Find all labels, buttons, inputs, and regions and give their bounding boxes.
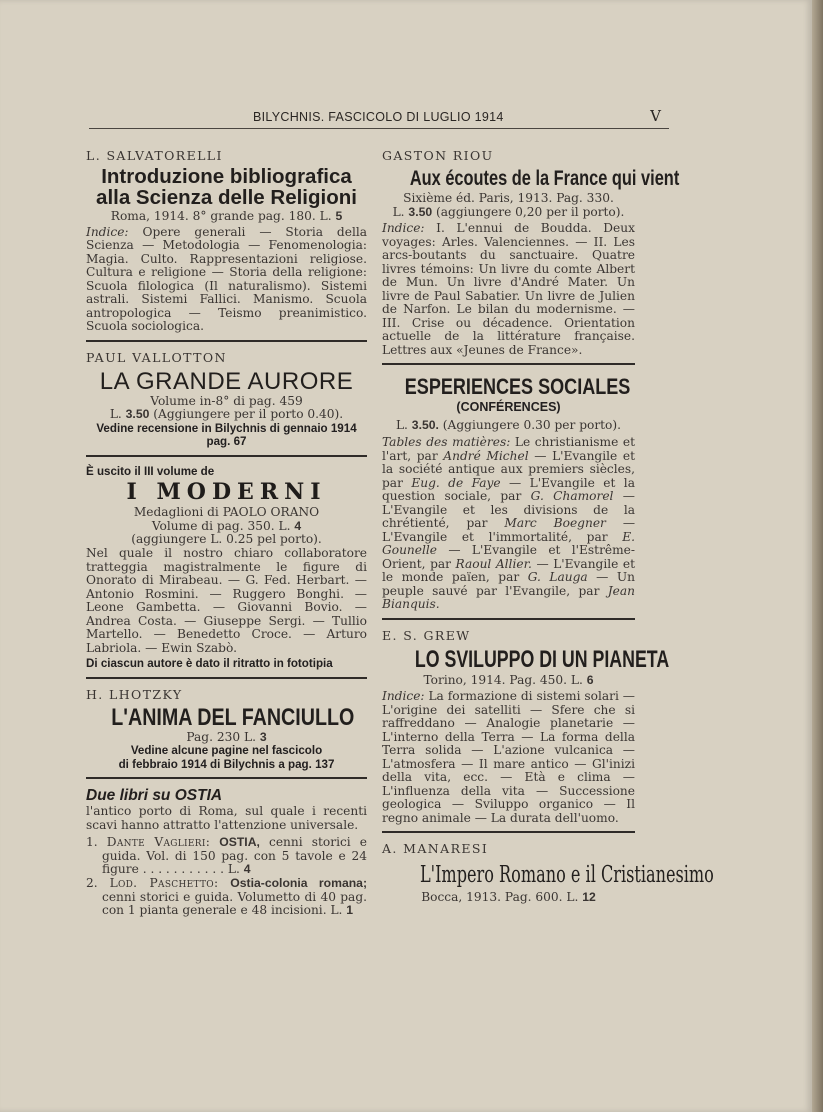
price-note: (aggiungere 0,20 per il porto). <box>436 204 625 219</box>
publication-info <box>382 891 635 905</box>
book-title: L'Impero Romano e il Cristianesimo <box>419 862 714 889</box>
price-prefix: L. <box>109 407 122 422</box>
item-title: OSTIA, <box>219 835 260 850</box>
ad-experiences <box>382 373 635 612</box>
running-header <box>89 106 669 129</box>
index-text: Opere generali — Storia della Scienza — Metodologia — Fenomenologia: Magia. Culto. Rappresentazioni religiose. Cultura e religione — Storia della religione: Scuola filologica (Il naturalismo). Sistemi astrali. Sistemi Fallici. Manismo. Scuola antropologica — Teismo preanimistico. Scuola sociologica. <box>86 224 368 334</box>
book-title: L'ANIMA DEL FANCIULLO <box>111 703 355 731</box>
author-name: PAUL VALLOTTON <box>86 349 227 365</box>
publication-info <box>86 210 367 224</box>
book-index <box>382 690 635 825</box>
page-edge <box>812 0 823 1112</box>
section-heading: Due libri su OSTIA <box>86 787 223 805</box>
page-text: Pag. 230 L. <box>186 729 256 744</box>
book-title: Aux écoutes de la France qui vient <box>409 167 680 190</box>
index-text: La formazione di sistemi solari — L'origine dei satelliti — Sfere che si raffreddano — Analogie planetarie — L'interno della Terra — La forma della Terra solida — L'azione vulcanica — L'atmosfera — Il mare antico — Gl'inizi della vita, ecc. — Età e clima — L'influenza della vita — Successione geologica — Sviluppo organico — Il regno animale — La durata dell'uomo. <box>382 689 635 825</box>
publication-text: Torino, 1914. Pag. 450. L. <box>423 672 583 687</box>
list-item <box>86 836 367 877</box>
divider <box>382 831 635 833</box>
book-title: LA GRANDE AURORE <box>99 367 354 395</box>
price-line <box>382 419 635 433</box>
divider <box>86 455 367 457</box>
ad-vallotton <box>86 350 367 449</box>
price: 3.50 <box>125 407 150 422</box>
item-number: 2. <box>86 875 98 890</box>
toc-author: G. Chamorel <box>530 489 614 504</box>
toc-author: Raoul Allier. <box>455 556 532 571</box>
price: 4 <box>294 518 302 533</box>
toc-text: — L'Evangile et la question sociale, par <box>382 475 635 504</box>
toc-text: — L'Evangile et la société antique aux premiers siècles, par <box>382 448 635 490</box>
ad-grew <box>382 627 670 826</box>
book-index <box>86 226 367 334</box>
item-author: Lod. Paschetto: <box>109 875 219 890</box>
excerpt-note: di febbraio 1914 di Bilychnis a pag. 137 <box>118 757 335 771</box>
toc-text: — L'Evangile et le monde païen, par <box>382 556 635 585</box>
price: 4 <box>243 862 251 877</box>
book-title: I MODERNI <box>126 479 327 506</box>
index-text: I. L'ennui de Boudda. Deux voyages: Arles. Valenciennes. — II. Les arcs-boutants du sanctuaire. Quatre livres témoins: Un livre du comte Albert de Mun. Un livre d'André Mater. Un livre de Paul Sabatier. Un livre de Julien de Narfon. Le bilan du modernisme. — III. Crise ou décadence. Orientation actuelle de la littérature française. Lettres aux «Jeunes de France». <box>382 221 635 357</box>
price: 12 <box>582 890 596 905</box>
volume-info <box>86 520 367 534</box>
excerpt-note: Vedine alcune pagine nel fascicolo <box>130 744 323 758</box>
left-column <box>86 148 367 924</box>
ad-lhotzky <box>86 687 367 772</box>
publication-info <box>382 674 635 688</box>
author-name: H. LHOTZKY <box>86 686 183 702</box>
author-name: E. S. GREW <box>382 627 471 643</box>
price-line <box>382 206 635 220</box>
toc-text: — L'Evangile et l'immortalité, par <box>382 516 636 544</box>
index-label: Tables des matières: <box>382 435 511 450</box>
intro-text: l'antico porto di Roma, sul quale i recenti scavi hanno attratto l'attenzione universale. <box>86 804 367 832</box>
postage-note: (aggiungere L. 0.25 pel porto). <box>131 532 322 547</box>
price: 3.50 <box>408 204 433 219</box>
book-title: alla Scienza delle Religioni <box>96 186 357 209</box>
volume-text: Volume di pag. 350. L. <box>151 518 291 533</box>
toc-text: — L'Evangile et les divisions de la chrétienté, par <box>382 489 635 531</box>
price: 3.50. <box>411 417 439 432</box>
ad-manaresi <box>382 841 714 905</box>
portrait-note: Di ciascun autore è dato il ritratto in fototipia <box>86 657 333 671</box>
price-line <box>86 408 367 422</box>
toc-author: André Michel <box>443 448 529 463</box>
book-title: Introduzione bibliografica <box>101 165 352 188</box>
publication-text: Roma, 1914. 8° grande pag. 180. L. <box>110 209 332 223</box>
list-item <box>86 877 367 918</box>
item-number: 1. <box>86 835 98 850</box>
divider <box>86 677 367 679</box>
toc-author: Jean Bianquis. <box>382 583 635 612</box>
edition-info: Sixième éd. Paris, 1913. Pag. 330. <box>403 191 614 205</box>
price: 3 <box>259 729 267 744</box>
book-title: ESPERIENCES SOCIALES <box>404 374 631 400</box>
subtitle: Medaglioni di PAOLO ORANO <box>133 505 320 520</box>
announcement: È uscito il III volume de <box>86 464 215 478</box>
author-name: L. SALVATORELLI <box>86 148 223 163</box>
price-note: (Aggiungere 0.30 per porto). <box>442 417 622 432</box>
price: 6 <box>586 672 594 687</box>
review-note: Vedine recensione in Bilychnis di gennaio 1914 <box>96 421 357 435</box>
book-subtitle: (CONFÉRENCES) <box>456 400 561 415</box>
price-note: (Aggiungere per il porto 0.40). <box>153 407 344 422</box>
author-name: GASTON RIOU <box>382 148 494 163</box>
page-number: V <box>650 107 661 125</box>
index-label: Indice: <box>382 221 425 236</box>
toc-author: Marc Boegner <box>504 516 606 531</box>
ad-riou <box>382 148 680 357</box>
running-title: BILYCHNIS. FASCICOLO DI LUGLIO 1914 <box>253 110 504 124</box>
toc-text: — L'Evangile et l'Estrême-Orient, par <box>382 543 635 571</box>
index-label: Indice: <box>382 689 425 704</box>
book-index <box>382 222 635 357</box>
table-of-contents <box>382 436 635 612</box>
review-note: pag. 67 <box>206 435 247 449</box>
item-text: cenni storici e guida. Vol. di 150 pag. con 5 tavole e 24 figure . . . . . . . . . . . L. <box>102 835 368 877</box>
volume-info: Volume in-8° di pag. 459 <box>150 393 303 408</box>
divider <box>86 340 367 342</box>
publication-text: Bocca, 1913. Pag. 600. L. <box>421 890 579 905</box>
book-title: LO SVILUPPO DI UN PIANETA <box>414 645 670 673</box>
divider <box>382 363 635 365</box>
toc-author: Eug. de Faye <box>411 475 501 490</box>
price: 5 <box>335 209 343 223</box>
index-label: Indice: <box>86 224 129 239</box>
item-title: Ostia-colonia romana; <box>230 875 368 890</box>
ad-moderni <box>86 465 367 671</box>
price-prefix: L. <box>395 417 408 432</box>
item-author: Dante Vaglieri: <box>106 835 211 850</box>
page-info <box>86 731 367 745</box>
ad-salvatorelli <box>86 148 367 334</box>
price: 1 <box>346 903 354 918</box>
divider <box>382 618 635 620</box>
description: Nel quale il nostro chiaro collaboratore tratteggia magistralmente le figure di Onorato di Mirabeau. — G. Fed. Herbart. — Antonio Rosmini. — Ruggero Bonghi. — Leone Gambetta. — Giovanni Bovio. — Andrea Costa. — Giuseppe Sergi. — Tullio Martello. — Benedetto Croce. — Arturo Labriola. — Ewin Szabò. <box>86 546 367 655</box>
author-name: A. MANARESI <box>382 841 489 857</box>
toc-text: — Un peuple sauvé par l'Evangile, par <box>382 570 635 598</box>
right-column <box>382 148 714 911</box>
divider <box>86 777 367 779</box>
item-text: cenni storici e guida. Volumetto di 40 pag. con 1 pianta generale e 48 incisioni. L. <box>102 889 367 918</box>
price-prefix: L. <box>392 204 405 219</box>
toc-author: G. Lauga <box>527 570 588 585</box>
toc-author: E. Gounelle <box>382 529 635 558</box>
ad-ostia <box>86 787 367 918</box>
toc-text: Le christianisme et l'art, par <box>382 435 635 463</box>
